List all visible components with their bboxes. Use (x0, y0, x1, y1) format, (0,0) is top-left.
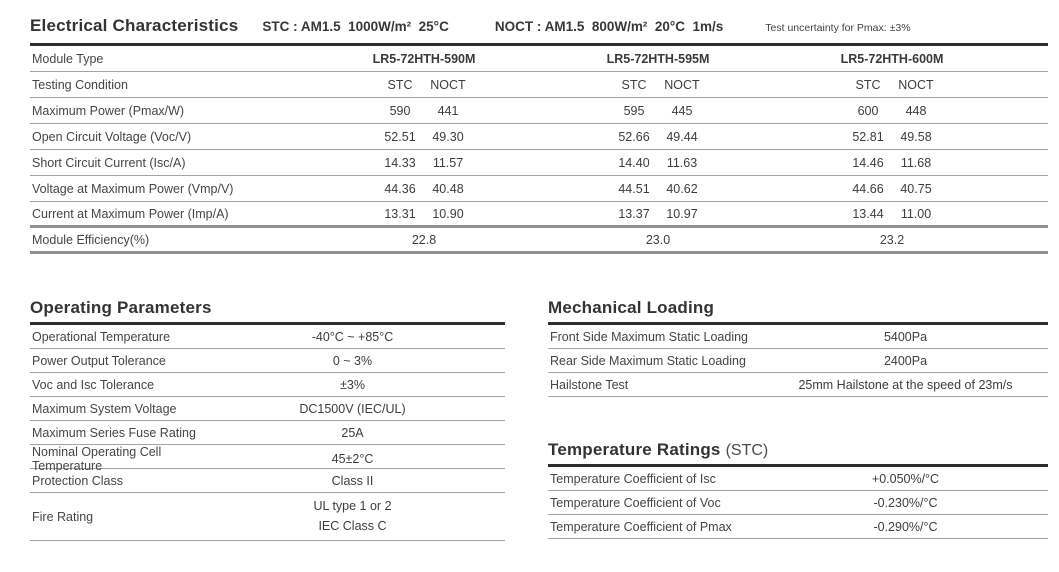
mechanical-loading-title: Mechanical Loading (548, 298, 715, 317)
noct-value: 49.58 (900, 129, 932, 144)
row-label: Maximum Series Fuse Rating (32, 425, 196, 440)
noct-col-header: NOCT (898, 77, 934, 92)
stc-value: 44.66 (852, 181, 884, 196)
stc-value: 595 (623, 103, 645, 118)
table-row (548, 325, 1048, 349)
noct-value: 10.97 (666, 206, 698, 221)
row-label: Front Side Maximum Static Loading (550, 329, 749, 344)
table-row-module-efficiency (30, 228, 1048, 254)
table-row (548, 515, 1048, 539)
table-row-fire-rating (30, 493, 505, 541)
noct-value: 40.48 (432, 181, 464, 196)
table-row-short-circuit-current (30, 150, 1048, 176)
module-name-cell (372, 51, 476, 66)
noct-value: 11.68 (900, 155, 932, 170)
noct-value: 49.44 (666, 129, 698, 144)
row-label: Module Efficiency(%) (32, 232, 150, 247)
module-name-cell (840, 51, 944, 66)
noct-value: 11.57 (432, 155, 464, 170)
row-label: Maximum Power (Pmax/W) (32, 103, 185, 118)
efficiency-value: 22.8 (411, 232, 437, 247)
row-label: Rear Side Maximum Static Loading (550, 353, 746, 368)
noct-col-header: NOCT (664, 77, 700, 92)
stc-value: 14.33 (384, 155, 416, 170)
row-value (200, 497, 505, 536)
row-label: Hailstone Test (550, 377, 629, 392)
row-value: +0.050%/°C (871, 471, 940, 486)
noct-value: 49.30 (432, 129, 464, 144)
stc-value: 52.81 (852, 129, 884, 144)
row-label: Operational Temperature (32, 329, 171, 344)
module-name-cell (606, 51, 710, 66)
temperature-ratings-suffix: (STC) (725, 442, 769, 459)
operating-parameters-section (30, 298, 505, 541)
fire-rating-line-1: UL type 1 or 2 (313, 499, 392, 514)
temperature-ratings-section (548, 440, 1048, 539)
row-label: Current at Maximum Power (Imp/A) (32, 206, 229, 221)
table-row-current-max-power (30, 202, 1048, 228)
temperature-ratings-title: Temperature Ratings (548, 440, 721, 459)
stc-value: 44.36 (384, 181, 416, 196)
stc-col-header: STC (855, 77, 881, 92)
noct-value: 40.75 (900, 181, 932, 196)
electrical-title: Electrical Characteristics (30, 16, 239, 35)
table-row (548, 467, 1048, 491)
row-label: Voltage at Maximum Power (Vmp/V) (32, 181, 234, 196)
stc-value: 600 (857, 103, 879, 118)
table-row (30, 445, 505, 473)
efficiency-value: 23.2 (879, 232, 905, 247)
row-label: Protection Class (32, 473, 124, 488)
table-row (30, 397, 505, 421)
mechanical-loading-header (548, 298, 1048, 325)
table-row (30, 421, 505, 445)
row-value: 25mm Hailstone at the speed of 23m/s (798, 377, 1013, 392)
stc-test-condition: STC : AM1.5 1000W/m² 25°C (262, 19, 449, 34)
row-label: Maximum System Voltage (32, 401, 177, 416)
operating-parameters-title: Operating Parameters (30, 298, 212, 317)
module-name: LR5-72HTH-600M (840, 51, 944, 66)
stc-value: 14.46 (852, 155, 884, 170)
module-type-row (30, 46, 1048, 72)
stc-value: 52.66 (618, 129, 650, 144)
table-row (548, 373, 1048, 397)
table-row-open-circuit-voltage (30, 124, 1048, 150)
condition-cols-cell (579, 78, 813, 92)
condition-cols-cell (813, 78, 1048, 92)
temperature-ratings-header (548, 440, 1048, 467)
row-value: 2400Pa (883, 353, 928, 368)
noct-value: 11.63 (666, 155, 698, 170)
noct-value: 11.00 (900, 206, 932, 221)
mechanical-loading-section (548, 298, 1048, 397)
row-label: Open Circuit Voltage (Voc/V) (32, 129, 192, 144)
row-label: Fire Rating (32, 509, 94, 524)
fire-rating-line-2: IEC Class C (318, 518, 387, 533)
row-label: Voc and Isc Tolerance (32, 377, 155, 392)
stc-value: 590 (389, 103, 411, 118)
table-row (30, 349, 505, 373)
table-row (30, 373, 505, 397)
stc-value: 13.31 (384, 206, 416, 221)
row-label: Temperature Coefficient of Pmax (550, 519, 732, 534)
noct-col-header: NOCT (430, 77, 466, 92)
noct-test-condition: NOCT : AM1.5 800W/m² 20°C 1m/s (494, 19, 724, 34)
row-value: 45±2°C (331, 452, 374, 466)
noct-value: 445 (671, 103, 693, 118)
row-value: 5400Pa (883, 329, 928, 344)
table-row-max-power (30, 98, 1048, 124)
pmax-uncertainty-note: Test uncertainty for Pmax: ±3% (765, 22, 911, 34)
stc-value: 13.44 (852, 206, 884, 221)
row-label: Nominal Operating Cell Temperature (32, 445, 162, 473)
row-label: Power Output Tolerance (32, 353, 166, 368)
testing-condition-row (30, 72, 1048, 98)
row-value: -40°C ~ +85°C (311, 329, 394, 344)
row-value: ±3% (340, 377, 365, 392)
row-label: Temperature Coefficient of Voc (550, 495, 721, 510)
efficiency-value: 23.0 (645, 232, 671, 247)
stc-value: 14.40 (618, 155, 650, 170)
condition-cols-cell (345, 78, 579, 92)
stc-value: 13.37 (618, 206, 650, 221)
row-value: -0.230%/°C (873, 495, 938, 510)
table-row-voltage-max-power (30, 176, 1048, 202)
electrical-header (30, 16, 1048, 46)
row-label: Temperature Coefficient of Isc (550, 471, 716, 486)
stc-value: 52.51 (384, 129, 416, 144)
stc-col-header: STC (387, 77, 413, 92)
operating-parameters-header (30, 298, 505, 325)
electrical-characteristics-section (30, 16, 1048, 254)
table-row (30, 325, 505, 349)
module-name: LR5-72HTH-595M (606, 51, 710, 66)
module-type-label: Module Type (32, 51, 104, 66)
module-name: LR5-72HTH-590M (372, 51, 476, 66)
table-row (30, 469, 505, 493)
table-row (548, 349, 1048, 373)
testing-condition-label: Testing Condition (32, 77, 128, 92)
row-value: DC1500V (IEC/UL) (299, 401, 406, 416)
row-value: 0 ~ 3% (332, 353, 373, 368)
stc-col-header: STC (621, 77, 647, 92)
row-value: Class II (331, 473, 374, 488)
row-label: Short Circuit Current (Isc/A) (32, 155, 186, 170)
noct-value: 10.90 (432, 206, 464, 221)
stc-value: 44.51 (618, 181, 650, 196)
row-value: -0.290%/°C (873, 519, 938, 534)
noct-value: 441 (437, 103, 459, 118)
row-value: 25A (341, 425, 364, 440)
table-row (548, 491, 1048, 515)
noct-value: 448 (905, 103, 927, 118)
noct-value: 40.62 (666, 181, 698, 196)
